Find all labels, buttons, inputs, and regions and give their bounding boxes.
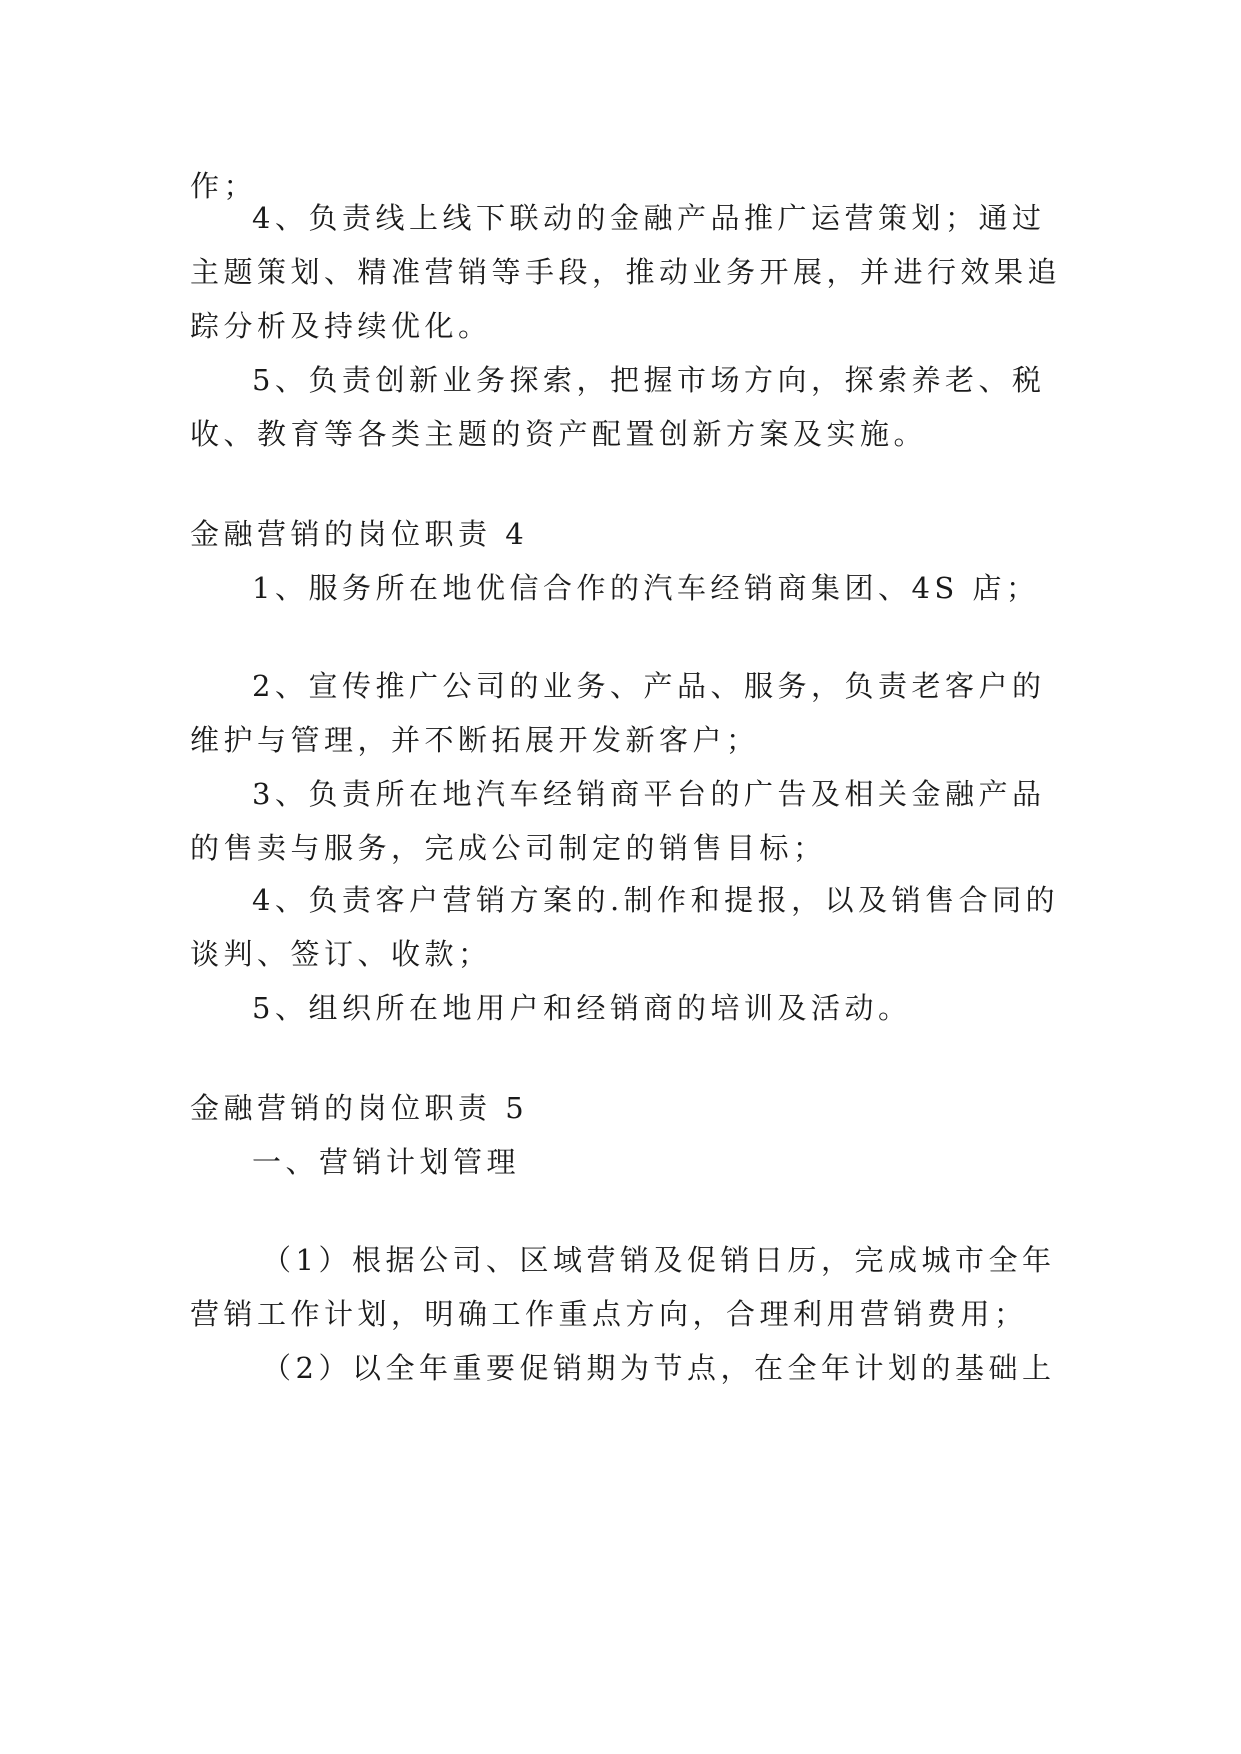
section-heading: 金融营销的岗位职责 4 <box>190 517 529 551</box>
text-line: 1、服务所在地优信合作的汽车经销商集团、4S 店； <box>252 571 1040 605</box>
text-line: 5、负责创新业务探索，把握市场方向，探索养老、税 <box>252 363 1046 397</box>
text-line: （2）以全年重要促销期为节点，在全年计划的基础上 <box>262 1351 1056 1385</box>
text-line: 营销工作计划，明确工作重点方向，合理利用营销费用； <box>190 1297 1028 1331</box>
subsection-heading: 一、营销计划管理 <box>252 1145 521 1179</box>
text-line: （1）根据公司、区域营销及促销日历，完成城市全年 <box>262 1243 1056 1277</box>
text-line: 维护与管理，并不断拓展开发新客户； <box>190 723 760 757</box>
text-line: 的售卖与服务，完成公司制定的销售目标； <box>190 831 827 865</box>
text-line: 5、组织所在地用户和经销商的培训及活动。 <box>252 991 912 1025</box>
text-line: 踪分析及持续优化。 <box>190 309 492 343</box>
text-line: 谈判、签订、收款； <box>190 937 492 971</box>
section-heading: 金融营销的岗位职责 5 <box>190 1091 529 1125</box>
text-line: 3、负责所在地汽车经销商平台的广告及相关金融产品 <box>252 777 1046 811</box>
text-line: 作； <box>190 169 258 203</box>
text-line: 2、宣传推广公司的业务、产品、服务，负责老客户的 <box>252 669 1046 703</box>
text-line: 4、负责线上线下联动的金融产品推广运营策划；通过 <box>252 201 1046 235</box>
text-line: 主题策划、精准营销等手段，推动业务开展，并进行效果追 <box>190 255 1062 289</box>
text-line: 4、负责客户营销方案的.制作和提报，以及销售合同的 <box>252 883 1060 917</box>
text-line: 收、教育等各类主题的资产配置创新方案及实施。 <box>190 417 928 451</box>
